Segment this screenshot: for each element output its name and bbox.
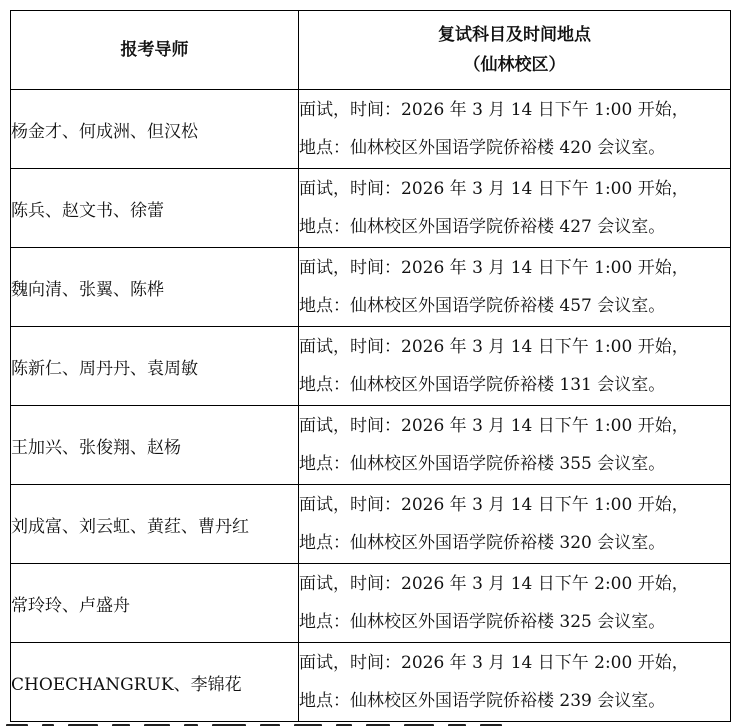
interview-location-text: 地点：仙林校区外国语学院侨裕楼 427 会议室。 [299,217,666,237]
cropped-next-line-fragment [6,715,726,726]
table-row [11,406,731,485]
table-row [11,643,731,722]
interview-details-cell [299,248,731,327]
table-row [11,90,731,169]
advisor-names-cell: 刘成富、刘云虹、黄荭、曹丹红 [11,485,299,564]
interview-location-text: 地点：仙林校区外国语学院侨裕楼 131 会议室。 [299,375,666,395]
interview-time-text: 面试，时间：2026 年 3 月 14 日下午 1:00 开始， [299,495,689,515]
advisor-names-cell: 王加兴、张俊翔、赵杨 [11,406,299,485]
advisor-column-header [11,11,299,90]
details-header-line1: 复试科目及时间地点 [438,25,591,45]
interview-details-cell [299,485,731,564]
table-row [11,248,731,327]
interview-time-text: 面试，时间：2026 年 3 月 14 日下午 2:00 开始， [299,653,689,673]
table-header-row [11,11,731,90]
advisor-names-cell: 常玲玲、卢盛舟 [11,564,299,643]
table-row [11,564,731,643]
interview-details-cell [299,564,731,643]
interview-location-text: 地点：仙林校区外国语学院侨裕楼 420 会议室。 [299,138,666,158]
interview-details-cell [299,406,731,485]
interview-time-text: 面试，时间：2026 年 3 月 14 日下午 1:00 开始， [299,100,689,120]
advisor-names-cell: 陈新仁、周丹丹、袁周敏 [11,327,299,406]
interview-time-text: 面试，时间：2026 年 3 月 14 日下午 1:00 开始， [299,258,689,278]
interview-details-cell [299,327,731,406]
advisor-names-cell: CHOECHANGRUK、李锦花 [11,643,299,722]
advisor-header-label: 报考导师 [120,40,189,60]
interview-time-text: 面试，时间：2026 年 3 月 14 日下午 1:00 开始， [299,337,689,357]
interview-location-text: 地点：仙林校区外国语学院侨裕楼 325 会议室。 [299,612,666,632]
interview-location-text: 地点：仙林校区外国语学院侨裕楼 355 会议室。 [299,454,666,474]
interview-details-cell [299,169,731,248]
interview-location-text: 地点：仙林校区外国语学院侨裕楼 239 会议室。 [299,691,666,711]
interview-time-text: 面试，时间：2026 年 3 月 14 日下午 1:00 开始， [299,416,689,436]
interview-location-text: 地点：仙林校区外国语学院侨裕楼 457 会议室。 [299,296,666,316]
advisor-names-cell: 魏向清、张翼、陈桦 [11,248,299,327]
document-page [10,10,730,722]
advisor-names-cell: 陈兵、赵文书、徐蕾 [11,169,299,248]
interview-time-text: 面试，时间：2026 年 3 月 14 日下午 2:00 开始， [299,574,689,594]
interview-location-text: 地点：仙林校区外国语学院侨裕楼 320 会议室。 [299,533,666,553]
details-header-line2: （仙林校区） [463,55,566,75]
interview-details-cell [299,643,731,722]
table-row [11,327,731,406]
table-row [11,485,731,564]
advisor-names-cell: 杨金才、何成洲、但汉松 [11,90,299,169]
interview-time-text: 面试，时间：2026 年 3 月 14 日下午 1:00 开始， [299,179,689,199]
table-row [11,169,731,248]
interview-schedule-table [10,10,731,722]
interview-details-cell [299,90,731,169]
details-column-header [299,11,731,90]
